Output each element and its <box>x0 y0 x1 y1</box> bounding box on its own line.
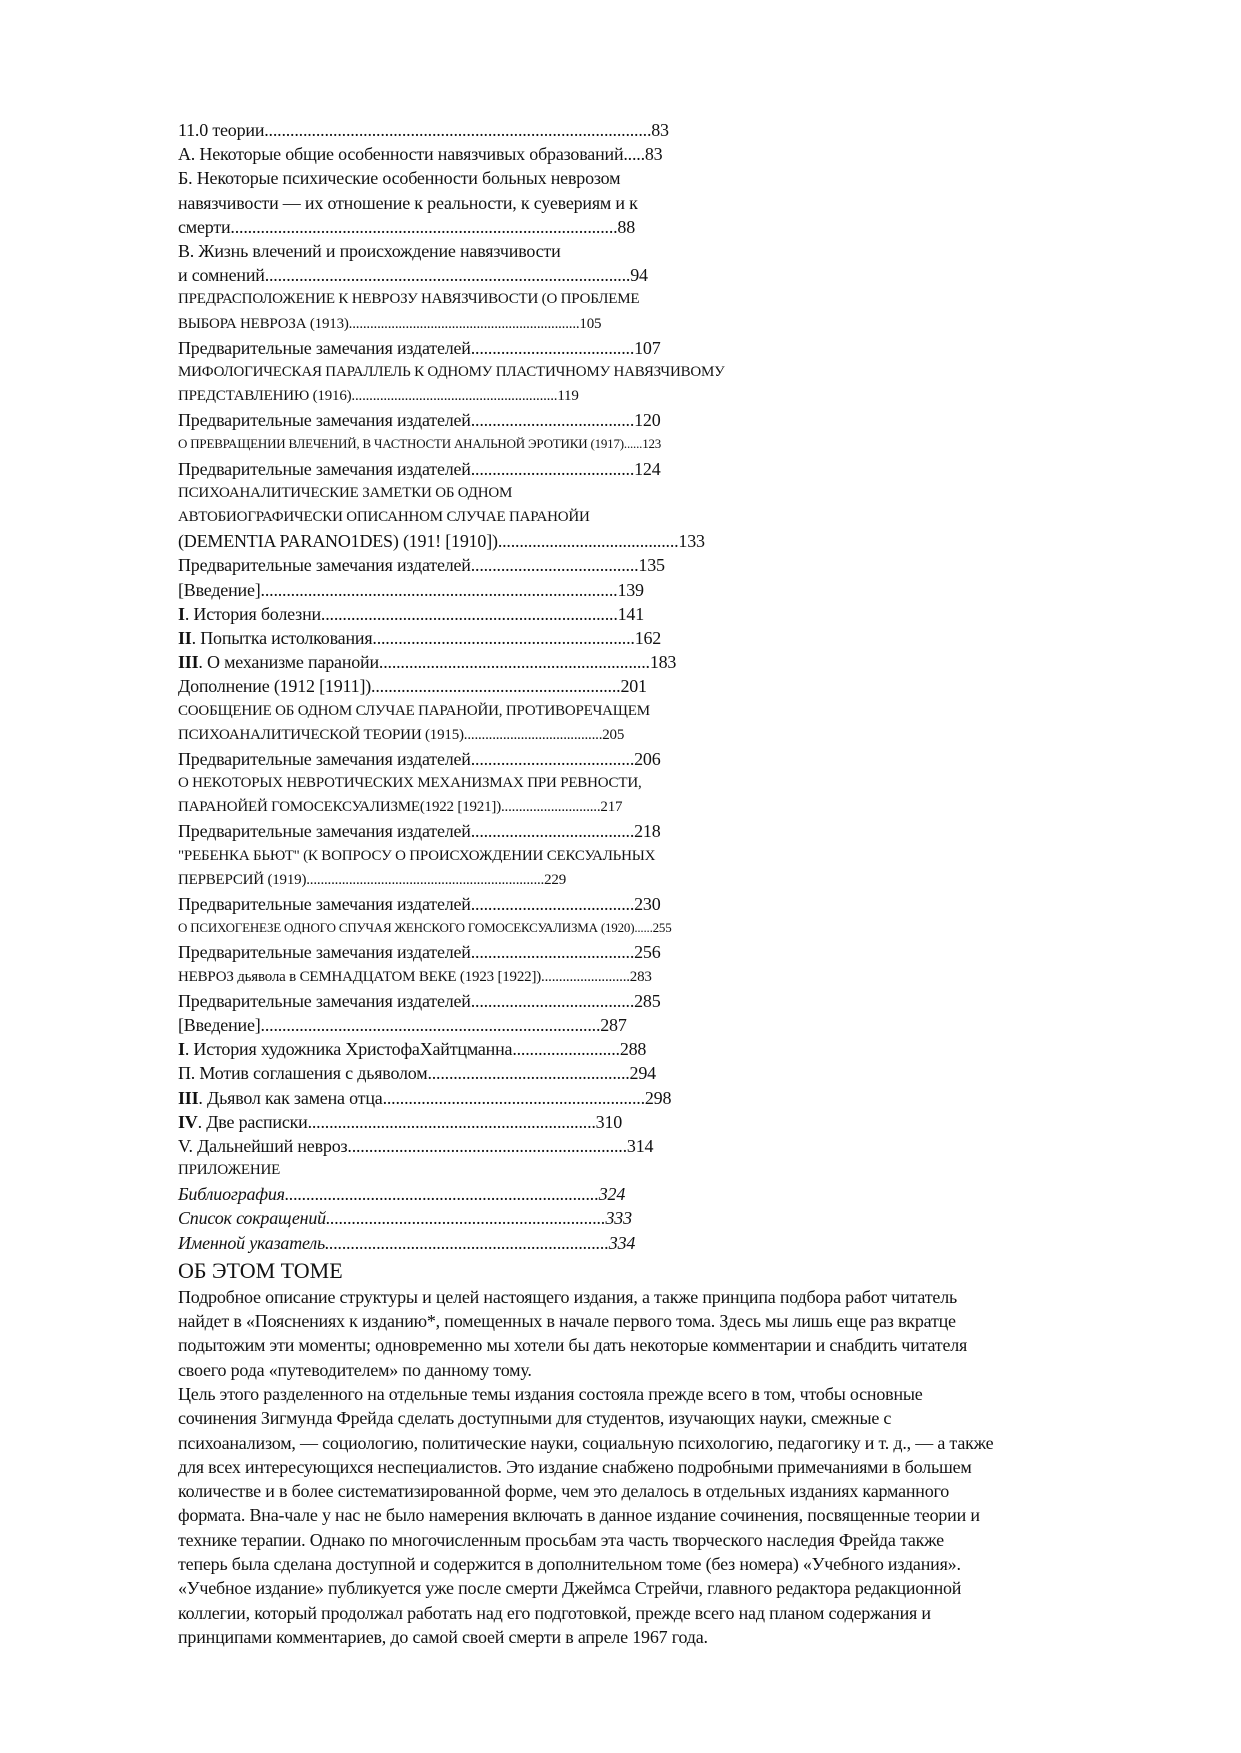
toc-entry-text: Библиография.........................................................................324 <box>178 1184 626 1205</box>
section-heading: ОБ ЭТОМ ТОМЕ <box>178 1257 343 1283</box>
toc-entry <box>178 650 1178 674</box>
toc-entry <box>178 239 1178 263</box>
toc-entry <box>178 263 1178 287</box>
toc-entry <box>178 118 1178 142</box>
toc-entry-text: Предварительные замечания издателей......................................120 <box>178 410 661 431</box>
paragraph-line: для всех интересующихся неспециалистов. Это издание снабжено подробными примечаниями в большем <box>178 1456 972 1477</box>
paragraph-line: формата. Вна-чале у нас не было намерения включать в данное издание сочинения, посвященные теории и <box>178 1505 980 1526</box>
toc-entry <box>178 1061 1178 1085</box>
toc-entry <box>178 965 1178 989</box>
toc-entry-text: [Введение]...............................................................................287 <box>178 1014 627 1035</box>
toc-entry <box>178 868 1178 892</box>
toc-entry <box>178 1206 1178 1230</box>
paragraph-line: своего рода «путеводителем» по данному тому. <box>178 1359 532 1380</box>
toc-entry-text: ПЕРВЕРСИЙ (1919)...................................................................229 <box>178 871 566 888</box>
paragraph-line: «Учебное издание» публикуется уже после смерти Джеймса Стрейчи, главного редактора редакционной <box>178 1578 962 1599</box>
toc-entry <box>178 1158 1178 1182</box>
roman-numeral: II <box>178 627 192 648</box>
toc-entry-text: Дополнение (1912 [1911])..........................................................201 <box>178 676 647 697</box>
toc-entry-text: СООБЩЕНИЕ ОБ ОДНОМ СЛУЧАЕ ПАРАНОЙИ, ПРОТИВОРЕЧАЩЕМ <box>178 702 650 719</box>
toc-entry <box>178 408 1178 432</box>
toc-entry-text: ВЫБОРА НЕВРОЗА (1913).................................................................105 <box>178 315 602 332</box>
toc-entry <box>178 771 1178 795</box>
toc-entry <box>178 336 1178 360</box>
toc-entry <box>178 723 1178 747</box>
toc-entry-text: Предварительные замечания издателей......................................206 <box>178 748 661 769</box>
paragraph-line: количестве и в более систематизированной форме, чем это делалось в отдельных изданиях карманного <box>178 1481 950 1502</box>
table-of-contents <box>178 118 1178 1255</box>
toc-entry <box>178 795 1178 819</box>
toc-entry <box>178 819 1178 843</box>
toc-entry-text: ПРИЛОЖЕНИЕ <box>178 1162 281 1179</box>
toc-entry-text: Предварительные замечания издателей......................................285 <box>178 990 661 1011</box>
toc-entry-text: Именной указатель..................................................................334 <box>178 1232 636 1253</box>
paragraph-line: сочинения Зигмунда Фрейда сделать доступными для студентов, изучающих науки, смежные с <box>178 1408 892 1429</box>
document-page <box>178 118 1178 1649</box>
toc-entry <box>178 1086 1178 1110</box>
toc-entry <box>178 699 1178 723</box>
toc-entry <box>178 457 1178 481</box>
roman-numeral: I <box>178 603 185 624</box>
toc-entry-text: МИФОЛОГИЧЕСКАЯ ПАРАЛЛЕЛЬ К ОДНОМУ ПЛАСТИЧНОМУ НАВЯЗЧИВОМУ <box>178 363 725 380</box>
toc-entry <box>178 1110 1178 1134</box>
toc-entry <box>178 940 1178 964</box>
toc-entry <box>178 1231 1178 1255</box>
toc-entry <box>178 481 1178 505</box>
toc-entry-text: . История художника ХристофаХайтцманна.........................288 <box>184 1039 647 1060</box>
toc-entry <box>178 674 1178 698</box>
paragraph-line: подытожим эти моменты; одновременно мы хотели бы дать некоторые комментарии и снабдить читателя <box>178 1335 968 1356</box>
toc-entry-text: ПСИХОАНАЛИТИЧЕСКИЕ ЗАМЕТКИ ОБ ОДНОМ <box>178 484 513 501</box>
paragraph-line: психоанализом, — социологию, политические науки, социальную психологию, педагогику и т. д., — а также <box>178 1432 994 1453</box>
toc-entry-text: "РЕБЕНКА БЬЮТ" (К ВОПРОСУ О ПРОИСХОЖДЕНИИ СЕКСУАЛЬНЫХ <box>178 847 656 864</box>
toc-entry <box>178 626 1178 650</box>
toc-entry-text: ПСИХОАНАЛИТИЧЕСКОЙ ТЕОРИИ (1915).......................................205 <box>178 726 625 743</box>
toc-entry-text: ПРЕДРАСПОЛОЖЕНИЕ К НЕВРОЗУ НАВЯЗЧИВОСТИ (О ПРОБЛЕМЕ <box>178 291 640 308</box>
paragraph-line: принципами комментариев, до самой своей смерти в апреле 1967 года. <box>178 1626 708 1647</box>
toc-entry-text: Предварительные замечания издателей......................................256 <box>178 942 661 963</box>
paragraph-line: теперь была сделана доступной и содержится в дополнительном томе (без номера) «Учебного издания». <box>178 1554 961 1575</box>
toc-entry <box>178 892 1178 916</box>
toc-entry-text: О ПРЕВРАЩЕНИИ ВЛЕЧЕНИЙ, В ЧАСТНОСТИ АНАЛЬНОЙ ЭРОТИКИ (1917)......123 <box>178 436 662 452</box>
toc-entry <box>178 432 1178 456</box>
toc-entry-text: Предварительные замечания издателей.......................................135 <box>178 555 665 576</box>
toc-entry <box>178 287 1178 311</box>
paragraph-intro <box>178 1285 1178 1382</box>
toc-entry <box>178 166 1178 190</box>
toc-entry-text: О НЕКОТОРЫХ НЕВРОТИЧЕСКИХ МЕХАНИЗМАХ ПРИ РЕВНОСТИ, <box>178 775 642 792</box>
toc-entry-text: V. Дальнейший невроз.................................................................314 <box>178 1135 654 1156</box>
roman-numeral: IV <box>178 1111 198 1132</box>
toc-entry <box>178 384 1178 408</box>
toc-entry <box>178 747 1178 771</box>
toc-entry-text: ПАРАНОЙЕЙ ГОМОСЕКСУАЛИЗМЕ(1922 [1921])............................217 <box>178 799 623 816</box>
toc-entry <box>178 602 1178 626</box>
toc-entry-text: Предварительные замечания издателей......................................218 <box>178 821 661 842</box>
toc-entry <box>178 360 1178 384</box>
toc-entry-text: ПРЕДСТАВЛЕНИЮ (1916)..........................................................119 <box>178 388 579 405</box>
toc-entry-text: Б. Некоторые психические особенности больных неврозом <box>178 168 621 189</box>
paragraph-line: найдет в «Пояснениях к изданию*, помещенных в начале первого тома. Здесь мы лишь еще раз вкратце <box>178 1311 956 1332</box>
paragraph-line: технике терапии. Однако по многочисленным просьбам эта часть творческого наследия Фрейда также <box>178 1529 944 1550</box>
toc-entry-text: 11.0 теории..........................................................................................83 <box>178 120 669 140</box>
toc-entry <box>178 191 1178 215</box>
toc-entry-text: А. Некоторые общие особенности навязчивых образований.....83 <box>178 144 663 165</box>
toc-entry-text: . Дьявол как замена отца.............................................................298 <box>198 1087 672 1108</box>
paragraph-purpose <box>178 1382 1178 1649</box>
paragraph-line: Цель этого разделенного на отдельные темы издания состояла прежде всего в том, чтобы основные <box>178 1384 923 1404</box>
toc-entry-text: В. Жизнь влечений и происхождение навязчивости <box>178 240 561 261</box>
toc-entry <box>178 578 1178 602</box>
toc-entry <box>178 916 1178 940</box>
toc-entry-text: смерти..........................................................................................88 <box>178 216 636 237</box>
toc-entry-text: и сомнений.....................................................................................94 <box>178 265 648 286</box>
toc-entry <box>178 1013 1178 1037</box>
toc-entry <box>178 553 1178 577</box>
toc-entry <box>178 1182 1178 1206</box>
toc-entry <box>178 215 1178 239</box>
toc-entry-text: . Попытка истолкования.............................................................162 <box>191 627 662 648</box>
toc-entry-text: Предварительные замечания издателей......................................230 <box>178 894 661 914</box>
toc-entry-text: НЕВРОЗ дьявола в СЕМНАДЦАТОМ ВЕКЕ (1923 [1922]).........................283 <box>178 968 652 985</box>
toc-entry <box>178 1037 1178 1061</box>
toc-entry <box>178 989 1178 1013</box>
toc-entry-text: . О механизме паранойи...............................................................183 <box>198 652 677 673</box>
toc-entry-text: О ПСИХОГЕНЕЗЕ ОДНОГО СПУЧАЯ ЖЕНСКОГО ГОМОСЕКСУАЛИЗМА (1920)......255 <box>178 920 672 936</box>
paragraph-line: Подробное описание структуры и целей настоящего издания, а также принципа подбора работ читатель <box>178 1286 957 1307</box>
roman-numeral: III <box>178 1087 199 1108</box>
toc-entry-text: . Две расписки...................................................................310 <box>197 1111 623 1132</box>
roman-numeral: I <box>178 1039 185 1060</box>
toc-entry-text: АВТОБИОГРАФИЧЕСКИ ОПИСАННОМ СЛУЧАЕ ПАРАНОЙИ <box>178 509 590 525</box>
paragraph-line: коллегии, который продолжал работать над его подготовкой, прежде всего над планом содержания и <box>178 1602 931 1623</box>
toc-entry-text: (DEMENTIA PARANO1DES) (191! [1910])..........................................133 <box>178 531 705 552</box>
roman-numeral: III <box>178 652 199 673</box>
toc-entry-text: . История болезни.....................................................................141 <box>184 603 645 624</box>
toc-entry <box>178 312 1178 336</box>
toc-entry <box>178 529 1178 553</box>
toc-entry <box>178 1134 1178 1158</box>
toc-entry <box>178 505 1178 529</box>
toc-entry-text: [Введение]...................................................................................139 <box>178 579 644 600</box>
toc-entry <box>178 844 1178 868</box>
toc-entry-text: Предварительные замечания издателей......................................107 <box>178 337 661 358</box>
toc-entry <box>178 142 1178 166</box>
toc-entry-text: Предварительные замечания издателей......................................124 <box>178 458 661 479</box>
toc-entry-text: П. Мотив соглашения с дьяволом...............................................294 <box>178 1063 656 1084</box>
toc-entry-text: навязчивости — их отношение к реальности, к суевериям и к <box>178 192 638 213</box>
toc-entry-text: Список сокращений.................................................................333 <box>178 1208 632 1229</box>
